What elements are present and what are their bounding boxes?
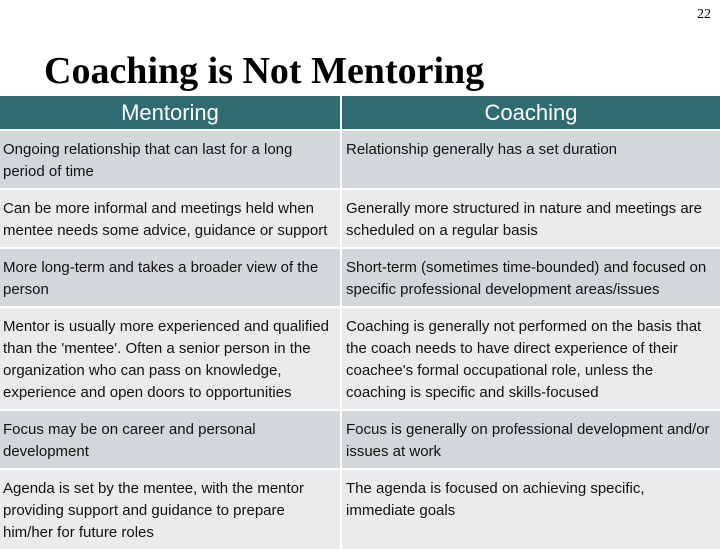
coaching-cell: Coaching is generally not performed on the basis that the coach needs to have direct experience of their coachee's formal occupational role, unless the coaching is specific and skills-focused bbox=[341, 307, 720, 410]
coaching-cell: Generally more structured in nature and meetings are scheduled on a regular basis bbox=[341, 189, 720, 248]
table-row bbox=[0, 410, 720, 469]
coaching-cell: Relationship generally has a set duration bbox=[341, 130, 720, 189]
table-row bbox=[0, 469, 720, 550]
table-row bbox=[0, 248, 720, 307]
mentoring-cell: Agenda is set by the mentee, with the mentor providing support and guidance to prepare him/her for future roles bbox=[0, 469, 341, 550]
mentoring-cell: Can be more informal and meetings held when mentee needs some advice, guidance or support bbox=[0, 189, 341, 248]
page-number: 22 bbox=[697, 7, 711, 22]
coaching-cell: Focus is generally on professional development and/or issues at work bbox=[341, 410, 720, 469]
mentoring-cell: Focus may be on career and personal development bbox=[0, 410, 341, 469]
coaching-cell: The agenda is focused on achieving specific, immediate goals bbox=[341, 469, 720, 550]
table-body bbox=[0, 130, 720, 550]
mentoring-cell: More long-term and takes a broader view of the person bbox=[0, 248, 341, 307]
comparison-table bbox=[0, 96, 720, 551]
table-header bbox=[0, 96, 720, 130]
slide-title: Coaching is Not Mentoring bbox=[44, 50, 485, 92]
column-header-mentoring: Mentoring bbox=[0, 96, 341, 130]
table-row bbox=[0, 130, 720, 189]
coaching-cell: Short-term (sometimes time-bounded) and focused on specific professional development areas/issues bbox=[341, 248, 720, 307]
mentoring-cell: Mentor is usually more experienced and qualified than the 'mentee'. Often a senior person in the organization who can pass on knowledge, experience and open doors to opportunities bbox=[0, 307, 341, 410]
column-header-coaching: Coaching bbox=[341, 96, 720, 130]
table-row bbox=[0, 189, 720, 248]
table-row bbox=[0, 307, 720, 410]
header-row bbox=[0, 96, 720, 130]
mentoring-cell: Ongoing relationship that can last for a long period of time bbox=[0, 130, 341, 189]
